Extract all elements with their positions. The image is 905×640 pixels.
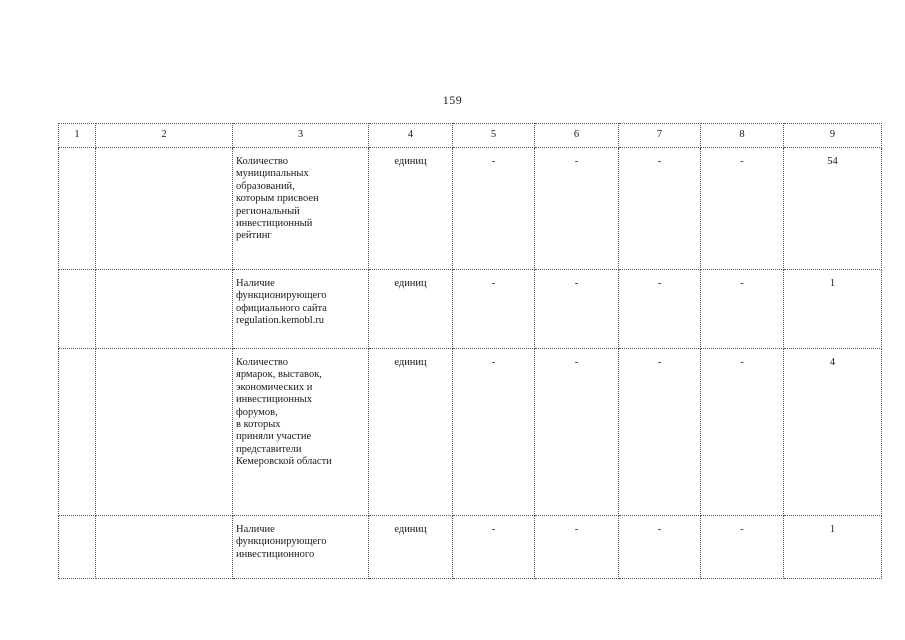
unit-cell: единиц [369, 349, 453, 516]
row-category-cell [96, 270, 233, 349]
table-row [59, 148, 882, 270]
indicator-name-line: представители [236, 443, 302, 455]
value-cell: 4 [784, 349, 882, 516]
indicator-name-line: в которых [236, 419, 281, 431]
column-header: 7 [619, 124, 701, 148]
unit-cell: единиц [369, 516, 453, 579]
value-cell: - [619, 270, 701, 349]
page-number: 159 [442, 93, 463, 107]
indicator-name-line: региональный [236, 205, 300, 217]
indicator-name-line: инвестиционных [236, 394, 312, 406]
table-header-row [59, 124, 882, 148]
indicator-name-line: Наличие [236, 278, 275, 289]
row-category-cell [96, 349, 233, 516]
indicator-name-line: Кемеровской области [236, 456, 332, 468]
indicator-name-cell [233, 148, 369, 270]
table-row [59, 516, 882, 579]
value-cell: - [701, 516, 784, 579]
indicator-name-line: инвестиционного [236, 548, 315, 560]
value-cell: - [701, 148, 784, 270]
column-header: 4 [369, 124, 453, 148]
row-category-cell [96, 516, 233, 579]
column-header: 2 [96, 124, 233, 148]
row-number-cell [59, 148, 96, 270]
table-row [59, 349, 882, 516]
indicator-name-line: официального сайта [236, 302, 327, 314]
indicator-name-line: функционирующего [236, 290, 327, 302]
indicator-name-line: образований, [236, 180, 295, 192]
indicator-name-line: форумов, [236, 406, 278, 418]
value-cell: - [701, 349, 784, 516]
indicator-name-line: Количество [236, 156, 289, 167]
value-cell: - [453, 148, 535, 270]
column-header: 6 [535, 124, 619, 148]
unit-cell: единиц [369, 148, 453, 270]
column-header: 1 [59, 124, 96, 148]
indicator-name-line: функционирующего [236, 536, 327, 548]
indicator-name-line: которым присвоен [236, 193, 319, 205]
indicators-table [58, 123, 882, 579]
value-cell: - [535, 148, 619, 270]
indicator-name-line: рейтинг [236, 230, 272, 242]
table-row [59, 270, 882, 349]
value-cell: - [453, 349, 535, 516]
value-cell: - [619, 516, 701, 579]
value-cell: - [619, 148, 701, 270]
indicator-name-cell [233, 270, 369, 349]
value-cell: 1 [784, 516, 882, 579]
indicator-name-line: Наличие [236, 524, 275, 535]
value-cell: - [535, 516, 619, 579]
indicator-name-line: ярмарок, выставок, [236, 369, 322, 381]
value-cell: - [453, 516, 535, 579]
column-header: 8 [701, 124, 784, 148]
indicator-name-line: инвестиционный [236, 218, 313, 230]
value-cell: - [535, 270, 619, 349]
indicator-name-line: муниципальных [236, 168, 309, 180]
value-cell: - [701, 270, 784, 349]
value-cell: 1 [784, 270, 882, 349]
row-number-cell [59, 349, 96, 516]
value-cell: 54 [784, 148, 882, 270]
row-category-cell [96, 148, 233, 270]
indicator-name-cell [233, 516, 369, 579]
indicator-name-line: экономических и [236, 381, 313, 393]
indicator-name-cell [233, 349, 369, 516]
indicator-name-line: Количество [236, 357, 289, 368]
indicator-name-line: приняли участие [236, 431, 312, 443]
unit-cell: единиц [369, 270, 453, 349]
row-number-cell [59, 270, 96, 349]
value-cell: - [619, 349, 701, 516]
column-header: 9 [784, 124, 882, 148]
column-header: 3 [233, 124, 369, 148]
value-cell: - [535, 349, 619, 516]
value-cell: - [453, 270, 535, 349]
row-number-cell [59, 516, 96, 579]
column-header: 5 [453, 124, 535, 148]
indicator-name-line: regulation.kemobl.ru [236, 315, 325, 327]
